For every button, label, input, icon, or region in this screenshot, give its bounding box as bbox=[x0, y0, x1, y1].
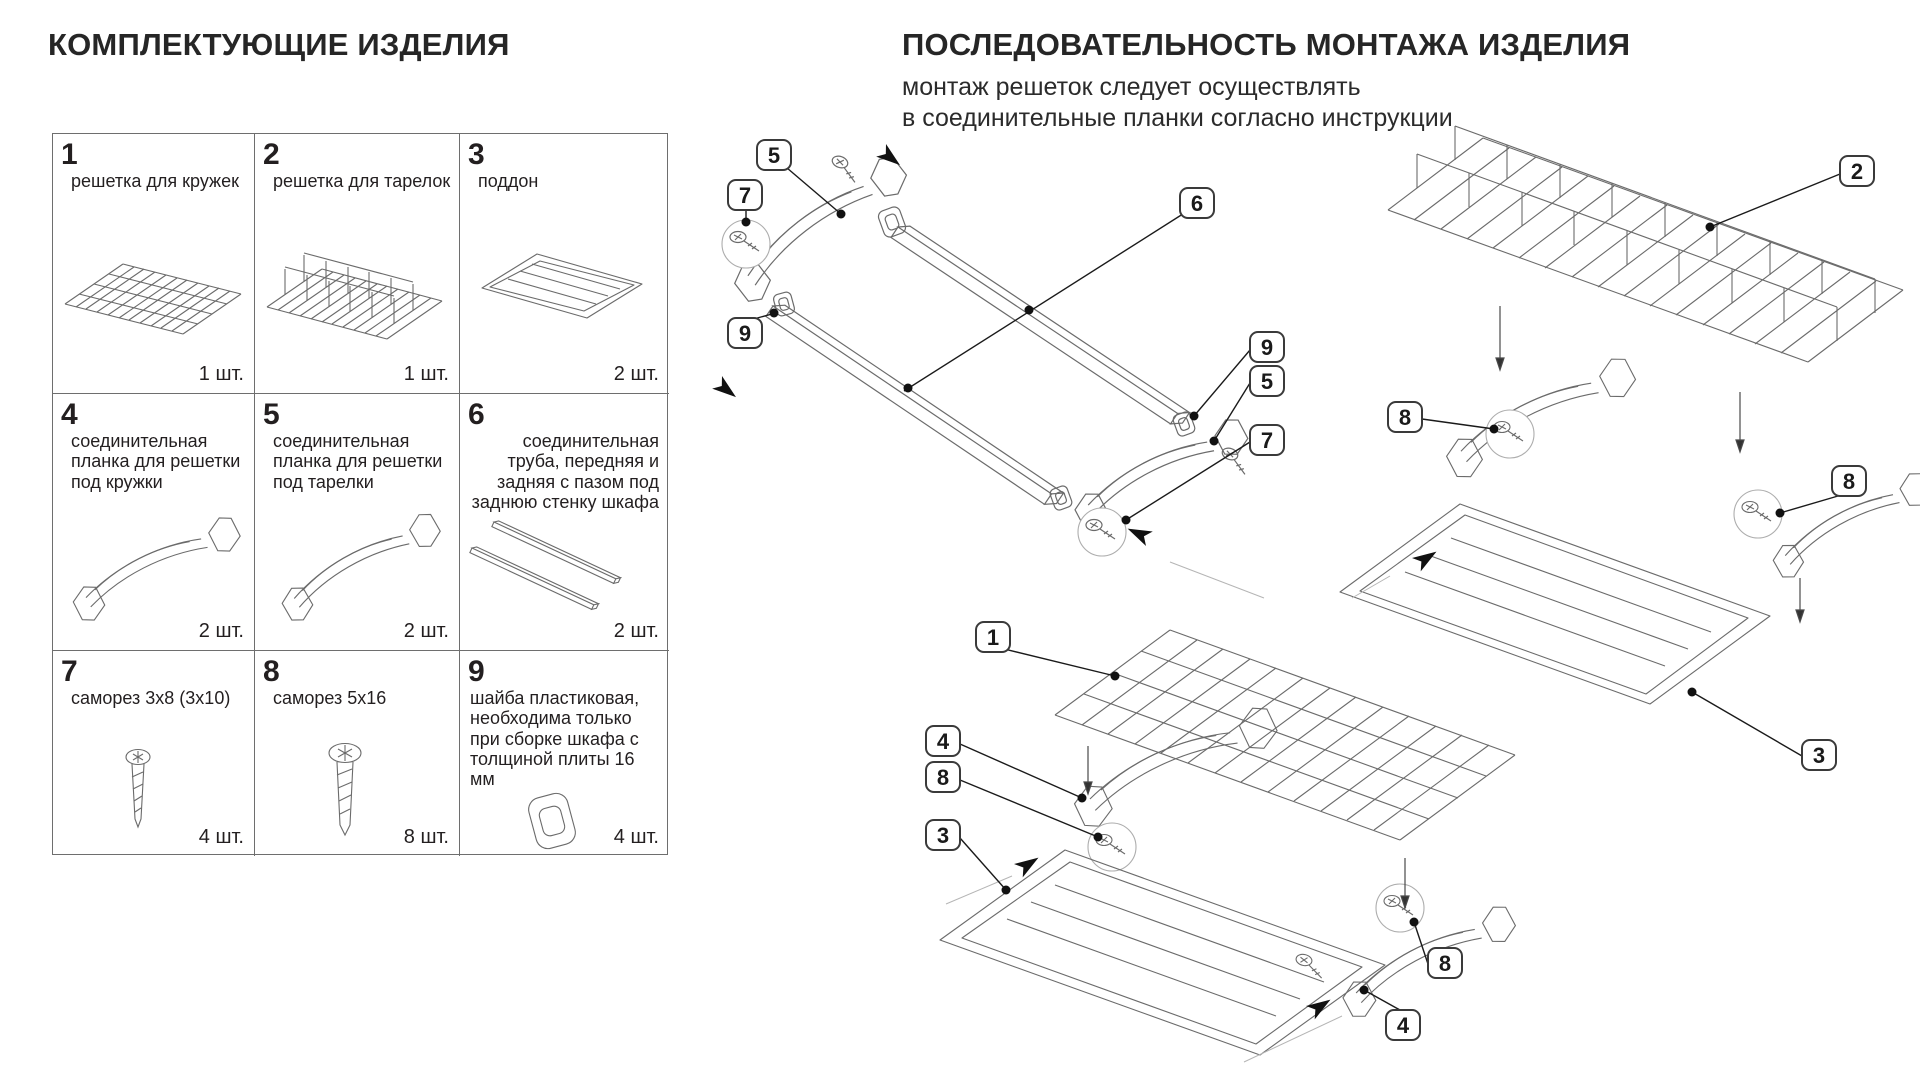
part-number: 6 bbox=[468, 398, 485, 431]
part-number: 2 bbox=[263, 138, 280, 171]
part-name: решетка для кружек bbox=[71, 171, 239, 191]
part-cell-6 bbox=[460, 394, 669, 651]
part-name: саморез 3х8 (3х10) bbox=[71, 688, 231, 708]
svg-text:3: 3 bbox=[936, 823, 950, 848]
part-qty: 2 шт. bbox=[198, 620, 244, 642]
assembly-step-mug-rack bbox=[940, 630, 1520, 1055]
svg-text:2: 2 bbox=[1850, 159, 1864, 184]
svg-text:5: 5 bbox=[767, 143, 781, 168]
tray-icon bbox=[462, 226, 662, 351]
part-qty: 4 шт. bbox=[613, 826, 659, 848]
svg-text:4: 4 bbox=[1396, 1013, 1410, 1038]
part-name: саморез 5х16 bbox=[273, 688, 387, 708]
direction-arrows bbox=[712, 144, 1441, 1019]
plate-rack-icon bbox=[257, 212, 457, 357]
mug-rack-icon bbox=[53, 212, 253, 357]
svg-text:8: 8 bbox=[1438, 951, 1452, 976]
part-cell-4 bbox=[53, 394, 255, 651]
part-cell-8 bbox=[255, 651, 460, 856]
part-name: решетка для тарелок bbox=[273, 171, 451, 191]
part-cell-1 bbox=[53, 134, 255, 394]
callout-8 bbox=[1428, 948, 1462, 978]
subtitle-line-2: в соединительные планки согласно инструкции bbox=[902, 104, 1453, 132]
svg-text:7: 7 bbox=[738, 183, 752, 208]
assembly-step-frame bbox=[722, 152, 1252, 556]
svg-text:6: 6 bbox=[1190, 191, 1204, 216]
screw-small-icon bbox=[73, 739, 213, 849]
plastic-washer-icon bbox=[508, 789, 598, 853]
part-qty: 2 шт. bbox=[403, 620, 449, 642]
part-name: соединительная труба, передняя и задняя с пазом под заднюю стенку шкафа bbox=[471, 431, 659, 512]
parts-table bbox=[52, 133, 668, 855]
assembly-title: ПОСЛЕДОВАТЕЛЬНОСТЬ МОНТАЖА ИЗДЕЛИЯ bbox=[902, 27, 1631, 62]
assembly-lineart bbox=[722, 126, 1920, 1062]
part-qty: 8 шт. bbox=[403, 826, 449, 848]
part-number: 4 bbox=[61, 398, 78, 431]
screw-large-icon bbox=[275, 733, 425, 853]
insertion-arrows bbox=[1084, 306, 1804, 908]
parts-title: КОМПЛЕКТУЮЩИЕ ИЗДЕЛИЯ bbox=[48, 27, 510, 62]
part-number: 8 bbox=[263, 655, 280, 688]
callout-9 bbox=[728, 318, 762, 348]
part-number: 3 bbox=[468, 138, 485, 171]
callout-7 bbox=[1250, 425, 1284, 455]
svg-text:9: 9 bbox=[1260, 335, 1274, 360]
callouts bbox=[728, 140, 1874, 1040]
part-qty: 2 шт. bbox=[613, 363, 659, 385]
svg-text:7: 7 bbox=[1260, 428, 1274, 453]
callout-8 bbox=[1388, 402, 1422, 432]
callout-1 bbox=[976, 622, 1010, 652]
part-cell-3 bbox=[460, 134, 669, 394]
part-qty: 4 шт. bbox=[198, 826, 244, 848]
svg-text:9: 9 bbox=[738, 321, 752, 346]
svg-text:4: 4 bbox=[936, 729, 950, 754]
subtitle-line-1: монтаж решеток следует осуществлять bbox=[902, 73, 1361, 101]
part-cell-7 bbox=[53, 651, 255, 856]
part-name: шайба пластиковая, необходима только при сборке шкафа с толщиной плиты 16 мм bbox=[470, 688, 640, 790]
callout-2 bbox=[1840, 156, 1874, 186]
assembly-step-plate-rack bbox=[1340, 126, 1920, 704]
callout-4 bbox=[1386, 1010, 1420, 1040]
callout-leaders bbox=[746, 162, 1840, 1010]
callout-8 bbox=[926, 762, 960, 792]
part-cell-2 bbox=[255, 134, 460, 394]
callout-9 bbox=[1250, 332, 1284, 362]
svg-text:1: 1 bbox=[986, 625, 1000, 650]
assembly-diagram bbox=[700, 110, 1920, 1080]
connector-tubes-icon bbox=[460, 506, 662, 621]
part-cell-5 bbox=[255, 394, 460, 651]
callout-3 bbox=[926, 820, 960, 850]
svg-text:8: 8 bbox=[1398, 405, 1412, 430]
part-number: 5 bbox=[263, 398, 280, 431]
part-name: поддон bbox=[478, 171, 539, 191]
part-name: соединительная планка для решетки под тарелки bbox=[273, 431, 443, 492]
part-number: 1 bbox=[61, 138, 78, 171]
callout-4 bbox=[926, 726, 960, 756]
svg-text:5: 5 bbox=[1260, 369, 1274, 394]
connector-plank-icon bbox=[53, 512, 255, 632]
part-qty: 2 шт. bbox=[613, 620, 659, 642]
callout-5 bbox=[1250, 366, 1284, 396]
part-qty: 1 шт. bbox=[403, 363, 449, 385]
svg-text:8: 8 bbox=[936, 765, 950, 790]
callout-7 bbox=[728, 180, 762, 210]
callout-6 bbox=[1180, 188, 1214, 218]
part-number: 9 bbox=[468, 655, 485, 688]
part-qty: 1 шт. bbox=[198, 363, 244, 385]
part-cell-9 bbox=[460, 651, 669, 856]
connector-plank-icon bbox=[257, 512, 459, 632]
callout-5 bbox=[757, 140, 791, 170]
part-number: 7 bbox=[61, 655, 78, 688]
callout-3 bbox=[1802, 740, 1836, 770]
part-name: соединительная планка для решетки под кружки bbox=[71, 431, 241, 492]
svg-text:8: 8 bbox=[1842, 469, 1856, 494]
svg-text:3: 3 bbox=[1812, 743, 1826, 768]
callout-8 bbox=[1832, 466, 1866, 496]
